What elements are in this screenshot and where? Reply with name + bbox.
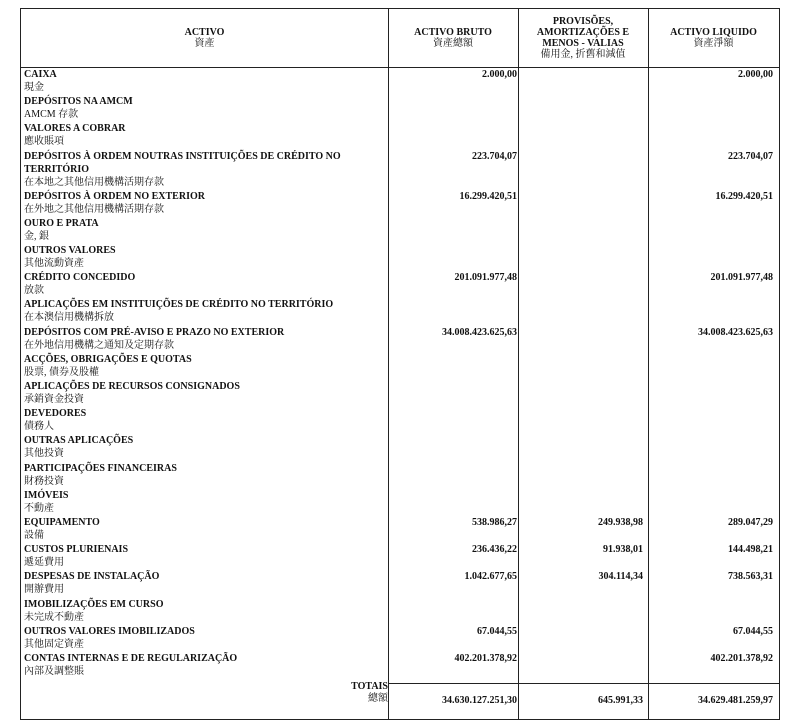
row-activo-liquido: 67.044,55 (733, 625, 773, 637)
row-label-zh: AMCM 存款 (24, 109, 79, 121)
header-provisoes (518, 9, 648, 67)
row-label-zh: 遞延費用 (24, 557, 64, 569)
table-row (21, 68, 779, 95)
totals-provisoes: 645.991,33 (598, 695, 643, 706)
table-row (21, 462, 779, 489)
row-label-zh: 債務人 (24, 421, 54, 433)
header-activo-liquido (648, 9, 779, 67)
header-prov-pt1: PROVISÕES, (552, 16, 614, 27)
row-label-zh: 現金 (24, 82, 44, 93)
table-row (21, 298, 779, 325)
row-activo-bruto: 402.201.378,92 (454, 653, 517, 664)
row-label-pt: APLICAÇÕES EM INSTITUIÇÕES DE CRÉDITO NO TERRITÓRIO (24, 299, 334, 311)
row-label-zh: 金, 銀 (24, 230, 49, 242)
table-row (21, 625, 779, 652)
table-row (21, 217, 779, 244)
row-provisoes: 304.114,34 (598, 571, 643, 583)
row-activo-bruto: 67.044,55 (477, 625, 517, 637)
row-label-pt: DEVEDORES (24, 408, 87, 420)
row-label-pt: DEPÓSITOS NA AMCM (24, 96, 133, 108)
row-label-pt-cont: TERRITÓRIO (24, 163, 90, 175)
row-label-zh: 其他固定資產 (24, 638, 84, 650)
row-label-pt: OUTROS VALORES IMOBILIZADOS (24, 625, 195, 637)
totals-label-pt: TOTAIS (351, 681, 388, 692)
header-activo (21, 9, 388, 67)
row-activo-bruto: 1.042.677,65 (464, 571, 517, 583)
row-label-zh: 其他流動資產 (24, 258, 84, 269)
row-label-zh: 在本澳信用機構拆放 (24, 312, 114, 324)
row-label-pt: CONTAS INTERNAS E DE REGULARIZAÇÃO (24, 653, 238, 664)
header-activo-pt: ACTIVO (184, 27, 225, 38)
row-label-pt: VALORES A COBRAR (24, 123, 126, 135)
table-row (21, 489, 779, 516)
row-label-zh: 應收賬項 (24, 136, 64, 148)
row-activo-liquido: 201.091.977,48 (710, 272, 773, 284)
row-activo-liquido: 34.008.423.625,63 (698, 326, 773, 338)
row-label-zh: 股票, 債券及股權 (24, 366, 99, 378)
balance-sheet-table (20, 8, 780, 720)
row-activo-bruto: 236.436,22 (472, 544, 517, 556)
table-row (21, 353, 779, 380)
row-label-pt: APLICAÇÕES DE RECURSOS CONSIGNADOS (24, 381, 240, 392)
row-label-zh: 財務投資 (24, 475, 64, 487)
row-activo-bruto: 538.986,27 (472, 517, 517, 528)
table-row (21, 122, 779, 149)
row-label-pt: CRÉDITO CONCEDIDO (24, 272, 136, 284)
table-row (21, 380, 779, 407)
row-label-pt: EQUIPAMENTO (24, 517, 100, 528)
row-activo-bruto: 34.008.423.625,63 (442, 326, 517, 338)
totals-row (21, 680, 779, 707)
header-prov-zh: 備用金, 折舊和減值 (540, 49, 626, 60)
table-row (21, 543, 779, 570)
header-bruto-pt: ACTIVO BRUTO (414, 27, 492, 38)
row-label-pt: PARTICIPAÇÕES FINANCEIRAS (24, 462, 177, 474)
header-bruto-zh: 資產總額 (433, 38, 473, 49)
row-label-pt: OURO E PRATA (24, 217, 99, 229)
row-activo-liquido: 223.704,07 (728, 150, 773, 162)
row-activo-bruto: 223.704,07 (472, 150, 517, 162)
header-prov-pt2: AMORTIZAÇÕES E (536, 27, 630, 38)
row-provisoes: 249.938,98 (598, 517, 643, 528)
row-label-zh: 在外地之其他信用機構活期存款 (24, 203, 164, 215)
header-liquido-zh: 資產淨額 (693, 38, 734, 49)
table-row (21, 190, 779, 217)
totals-bruto: 34.630.127.251,30 (442, 695, 517, 706)
row-label-zh: 放款 (24, 285, 44, 297)
table-row (21, 244, 779, 271)
row-label-zh: 設備 (24, 530, 44, 541)
row-label-pt: IMÓVEIS (24, 489, 69, 501)
totals-label-zh: 總額 (368, 693, 388, 704)
row-label-zh: 未完成不動產 (24, 611, 84, 623)
row-activo-bruto: 2.000,00 (482, 69, 517, 80)
row-label-zh: 在外地信用機構之通知及定期存款 (24, 339, 174, 351)
table-row (21, 434, 779, 461)
row-label-zh: 開辦費用 (24, 584, 64, 596)
header-liquido-pt: ACTIVO LIQUIDO (670, 27, 757, 38)
table-row (21, 271, 779, 298)
row-label-pt: DESPESAS DE INSTALAÇÃO (24, 571, 160, 583)
table-row (21, 326, 779, 353)
row-label-zh: 在本地之其他信用機構活期存款 (24, 176, 164, 188)
row-label-pt: IMOBILIZAÇÕES EM CURSO (24, 598, 164, 610)
header-prov-pt3: MENOS - VALIAS (542, 38, 624, 49)
row-label-zh: 其他投資 (24, 448, 64, 460)
row-label-pt: ACÇÕES, OBRIGAÇÕES E QUOTAS (24, 353, 192, 365)
row-label-pt: DEPÓSITOS À ORDEM NOUTRAS INSTITUIÇÕES DE CRÉDITO NO (24, 150, 341, 162)
header-activo-zh: 資產 (194, 38, 215, 49)
row-activo-liquido: 738.563,31 (728, 571, 773, 583)
row-label-zh: 承銷資金投資 (24, 394, 84, 405)
row-activo-liquido: 402.201.378,92 (710, 653, 773, 664)
row-label-pt: OUTRAS APLICAÇÕES (24, 435, 134, 447)
table-row (21, 570, 779, 597)
row-activo-liquido: 144.498,21 (728, 544, 773, 556)
row-label-pt: DEPÓSITOS COM PRÉ-AVISO E PRAZO NO EXTERIOR (24, 326, 285, 338)
row-label-pt: DEPÓSITOS À ORDEM NO EXTERIOR (24, 190, 205, 202)
totals-liquido: 34.629.481.259,97 (698, 695, 773, 706)
row-activo-bruto: 201.091.977,48 (454, 272, 517, 284)
row-activo-liquido: 289.047,29 (728, 517, 773, 528)
header-activo-bruto (388, 9, 518, 67)
table-row (21, 652, 779, 679)
row-label-zh: 內部及調整賬 (24, 666, 84, 677)
row-label-zh: 不動產 (24, 502, 54, 514)
table-row (21, 516, 779, 543)
row-activo-liquido: 16.299.420,51 (715, 190, 773, 202)
table-row (21, 407, 779, 434)
table-row (21, 150, 779, 190)
row-label-pt: OUTROS VALORES (24, 245, 116, 256)
row-activo-liquido: 2.000,00 (738, 69, 773, 80)
row-label-pt: CUSTOS PLURIENAIS (24, 544, 129, 556)
row-activo-bruto: 16.299.420,51 (459, 190, 517, 202)
row-label-pt: CAIXA (24, 69, 57, 80)
table-row (21, 95, 779, 122)
row-provisoes: 91.938,01 (603, 544, 643, 556)
table-row (21, 598, 779, 625)
